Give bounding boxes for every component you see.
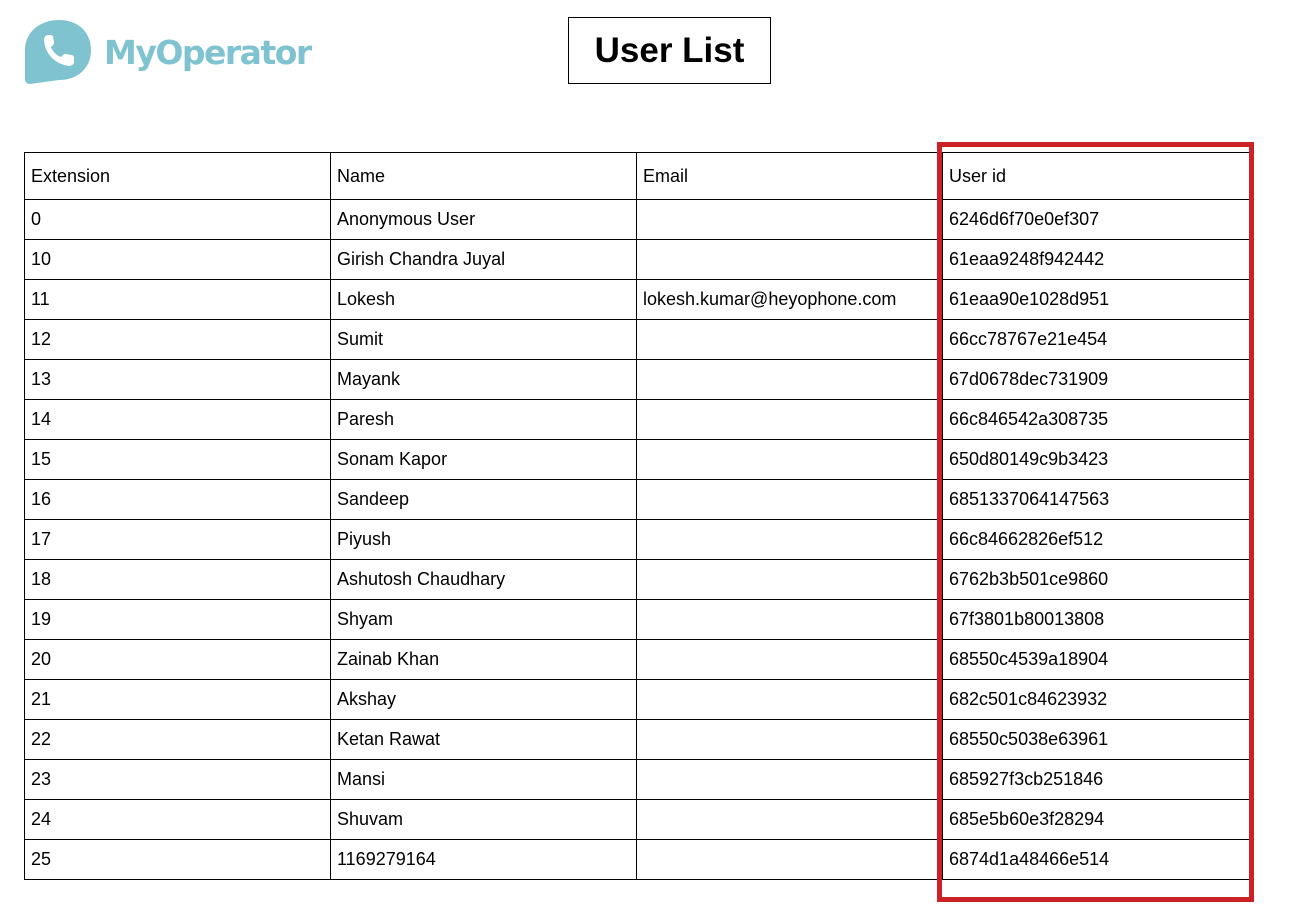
cell-user-id: 66c84662826ef512 <box>943 520 1250 560</box>
cell-email <box>637 440 943 480</box>
cell-user-id: 6874d1a48466e514 <box>943 840 1250 880</box>
cell-user-id: 685e5b60e3f28294 <box>943 800 1250 840</box>
table-row <box>25 680 1250 720</box>
cell-name: Piyush <box>331 520 637 560</box>
myoperator-logo <box>24 16 311 88</box>
cell-email <box>637 800 943 840</box>
cell-user-id: 682c501c84623932 <box>943 680 1250 720</box>
column-header-email: Email <box>637 153 943 200</box>
cell-name: Anonymous User <box>331 200 637 240</box>
cell-user-id: 685927f3cb251846 <box>943 760 1250 800</box>
cell-name: Ketan Rawat <box>331 720 637 760</box>
cell-name: Sandeep <box>331 480 637 520</box>
cell-email <box>637 360 943 400</box>
cell-user-id: 6851337064147563 <box>943 480 1250 520</box>
cell-email: lokesh.kumar@heyophone.com <box>637 280 943 320</box>
cell-name: Sumit <box>331 320 637 360</box>
table-row <box>25 200 1250 240</box>
cell-name: Ashutosh Chaudhary <box>331 560 637 600</box>
table-row <box>25 840 1250 880</box>
cell-email <box>637 680 943 720</box>
cell-email <box>637 240 943 280</box>
cell-extension: 22 <box>25 720 331 760</box>
cell-email <box>637 720 943 760</box>
table-row <box>25 720 1250 760</box>
cell-user-id: 67d0678dec731909 <box>943 360 1250 400</box>
cell-name: Mansi <box>331 760 637 800</box>
table-row <box>25 240 1250 280</box>
cell-extension: 13 <box>25 360 331 400</box>
cell-user-id: 6762b3b501ce9860 <box>943 560 1250 600</box>
cell-name: Lokesh <box>331 280 637 320</box>
cell-extension: 12 <box>25 320 331 360</box>
cell-extension: 19 <box>25 600 331 640</box>
cell-email <box>637 200 943 240</box>
cell-extension: 11 <box>25 280 331 320</box>
table-row <box>25 760 1250 800</box>
table-row <box>25 480 1250 520</box>
table-row <box>25 400 1250 440</box>
logo-text: MyOperator <box>104 32 311 72</box>
cell-email <box>637 320 943 360</box>
table-row <box>25 560 1250 600</box>
column-header-user-id: User id <box>943 153 1250 200</box>
table-row <box>25 520 1250 560</box>
cell-email <box>637 400 943 440</box>
cell-name: Akshay <box>331 680 637 720</box>
cell-user-id: 66c846542a308735 <box>943 400 1250 440</box>
cell-user-id: 61eaa9248f942442 <box>943 240 1250 280</box>
cell-email <box>637 640 943 680</box>
cell-email <box>637 600 943 640</box>
phone-handset-icon <box>24 17 94 87</box>
user-list-table <box>24 152 1250 880</box>
cell-email <box>637 520 943 560</box>
cell-user-id: 66cc78767e21e454 <box>943 320 1250 360</box>
cell-extension: 15 <box>25 440 331 480</box>
table-row <box>25 440 1250 480</box>
table-row <box>25 600 1250 640</box>
cell-email <box>637 840 943 880</box>
cell-extension: 14 <box>25 400 331 440</box>
table-row <box>25 640 1250 680</box>
cell-name: Sonam Kapor <box>331 440 637 480</box>
page-title: User List <box>568 17 771 84</box>
cell-email <box>637 560 943 600</box>
cell-name: Paresh <box>331 400 637 440</box>
cell-user-id: 61eaa90e1028d951 <box>943 280 1250 320</box>
cell-user-id: 68550c4539a18904 <box>943 640 1250 680</box>
table-row <box>25 360 1250 400</box>
table-row <box>25 280 1250 320</box>
cell-name: Mayank <box>331 360 637 400</box>
cell-user-id: 68550c5038e63961 <box>943 720 1250 760</box>
column-header-extension: Extension <box>25 153 331 200</box>
cell-user-id: 650d80149c9b3423 <box>943 440 1250 480</box>
cell-user-id: 67f3801b80013808 <box>943 600 1250 640</box>
cell-email <box>637 760 943 800</box>
table-row <box>25 800 1250 840</box>
cell-name: Shuvam <box>331 800 637 840</box>
table-header-row <box>25 153 1250 200</box>
cell-name: Girish Chandra Juyal <box>331 240 637 280</box>
cell-extension: 18 <box>25 560 331 600</box>
cell-extension: 23 <box>25 760 331 800</box>
cell-name: Shyam <box>331 600 637 640</box>
cell-extension: 25 <box>25 840 331 880</box>
cell-extension: 20 <box>25 640 331 680</box>
cell-extension: 17 <box>25 520 331 560</box>
cell-extension: 0 <box>25 200 331 240</box>
cell-extension: 24 <box>25 800 331 840</box>
cell-extension: 21 <box>25 680 331 720</box>
cell-extension: 16 <box>25 480 331 520</box>
column-header-name: Name <box>331 153 637 200</box>
table-row <box>25 320 1250 360</box>
cell-extension: 10 <box>25 240 331 280</box>
cell-email <box>637 480 943 520</box>
cell-name: 1169279164 <box>331 840 637 880</box>
cell-name: Zainab Khan <box>331 640 637 680</box>
cell-user-id: 6246d6f70e0ef307 <box>943 200 1250 240</box>
